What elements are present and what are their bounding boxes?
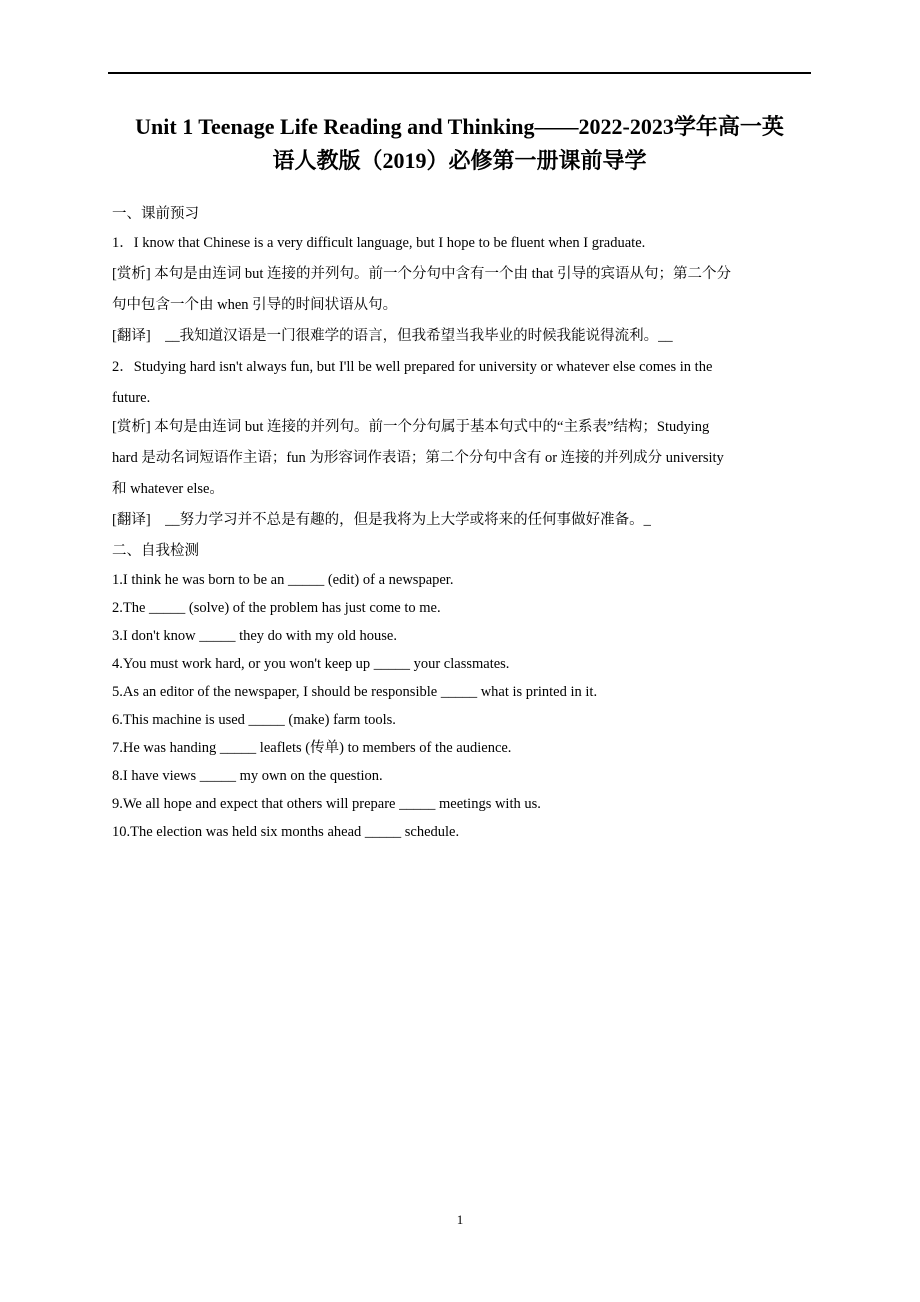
exercise-item: 8.I have views _____ my own on the question. [112,768,383,784]
page-number: 1 [456,1212,464,1227]
exercise-item: 3.I don't know _____ they do with my old house. [112,628,397,644]
text-line: [翻译] __我知道汉语是一门很难学的语言，但我希望当我毕业的时候我能说得流利。__ [112,328,673,344]
title-line-2: 语人教版（2019）必修第一册课前导学 [272,148,647,173]
title-line-1: Unit 1 Teenage Life Reading and Thinking——2022-2023学年高一英 [135,114,784,139]
exercise-item: 9.We all hope and expect that others will prepare _____ meetings with us. [112,796,541,812]
text-line: 2．Studying hard isn't always fun, but I'll be well prepared for university or whatever else comes in the [112,359,713,375]
text-line: [赏析] 本句是由连词 but 连接的并列句。前一个分句属于基本句式中的“主系表”结构；Studying [112,419,710,435]
exercise-item: 2.The _____ (solve) of the problem has just come to me. [112,600,441,616]
text-line: hard 是动名词短语作主语；fun 为形容词作表语；第二个分句中含有 or 连接的并列成分 university [112,450,724,466]
exercise-item: 10.The election was held six months ahead _____ schedule. [112,824,460,840]
text-line: 句中包含一个由 when 引导的时间状语从句。 [112,297,398,313]
text-line: [翻译] __努力学习并不总是有趣的，但是我将为上大学或将来的任何事做好准备。_ [112,512,651,528]
text-line: 1．I know that Chinese is a very difficult language, but I hope to be fluent when I graduate. [112,235,646,251]
exercise-item: 7.He was handing _____ leaflets (传单) to members of the audience. [112,740,512,756]
exercise-item: 5.As an editor of the newspaper, I should be responsible _____ what is printed in it. [112,684,598,700]
exercise-item: 4.You must work hard, or you won't keep up _____ your classmates. [112,656,510,672]
exercise-item: 6.This machine is used _____ (make) farm tools. [112,712,396,728]
text-line: 和 whatever else。 [112,481,224,497]
header-rule [108,72,811,74]
section-heading: 一、课前预习 [112,206,199,222]
section-heading: 二、自我检测 [112,543,199,559]
document-body [112,200,812,846]
exercise-item: 1.I think he was born to be an _____ (edit) of a newspaper. [112,572,454,588]
text-line: [赏析] 本句是由连词 but 连接的并列句。前一个分句中含有一个由 that 引导的宾语从句；第二个分 [112,266,732,282]
text-line: future. [112,390,151,406]
document-title [108,110,811,178]
